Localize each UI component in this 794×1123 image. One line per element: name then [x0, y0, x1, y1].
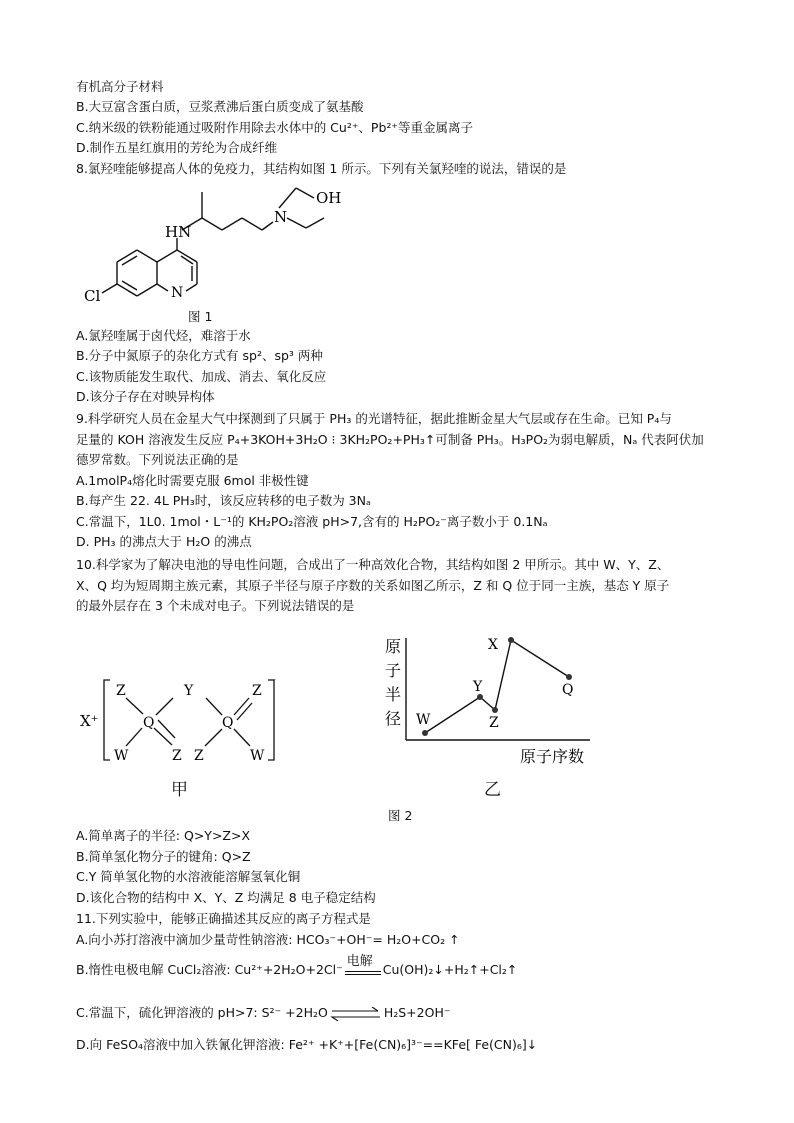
oh-label: OH: [316, 189, 342, 207]
question-9-stem-1: 9.科学研究人员在金星大气中探测到了只属于 PH₃ 的光谱特征，据此推断金星大气层或存在生命。已知 P₄与: [76, 411, 672, 426]
amine-n-label: N: [274, 208, 288, 226]
question-10-stem-1: 10.科学家为了解决电池的导电性问题，合成出了一种高效化合物，其结构如图 2 甲所示。其中 W、Y、Z、: [76, 557, 670, 572]
option-11c: [76, 1004, 450, 1022]
option-9a: A.1molP₄熔化时需要克服 6mol 非极性键: [76, 473, 309, 488]
label-x: X: [488, 637, 498, 653]
figure-2-jia-structure: [76, 672, 286, 768]
option-11a: A.向小苏打溶液中滴加少量苛性钠溶液: HCO₃⁻+OH⁻= H₂O+CO₂ ↑: [76, 932, 460, 947]
label-q: Q: [562, 682, 574, 698]
label-w: W: [416, 712, 431, 728]
option-10b: B.简单氢化物分子的键角: Q>Z: [76, 849, 251, 864]
figure-2-jia-caption: 甲: [171, 780, 188, 800]
ylabel-char-1: 原: [385, 637, 402, 656]
option-c-iron: C.纳米级的铁粉能通过吸附作用除去水体中的 Cu²⁺、Pb²⁺等重金属离子: [76, 120, 474, 135]
figure-1-caption: 图 1: [188, 309, 213, 324]
cl-label: Cl: [84, 287, 101, 305]
hn-label: HN: [165, 223, 192, 241]
point-q: [566, 674, 572, 680]
electrolysis-arrow: [343, 954, 383, 979]
jia-atom-z1: Z: [116, 683, 126, 699]
option-11b-left: B.惰性电极电解 CuCl₂溶液: Cu²⁺+2H₂O+2Cl⁻: [76, 962, 343, 977]
option-10c: C.Y 简单氢化物的水溶液能溶解氢氧化铜: [76, 869, 301, 884]
question-11-stem: 11.下列实验中，能够正确描述其反应的离子方程式是: [76, 911, 371, 926]
option-b-soy: B.大豆富含蛋白质，豆浆煮沸后蛋白质变成了氨基酸: [76, 99, 364, 114]
ylabel-char-3: 半: [385, 685, 402, 704]
jia-atom-z4: Z: [194, 748, 204, 764]
option-9c: C.常温下，1L0. 1mol・L⁻¹的 KH₂PO₂溶液 pH>7,含有的 H₂PO₂⁻离子数小于 0.1Nₐ: [76, 514, 548, 529]
option-9b: B.每产生 22. 4L PH₃时，该反应转移的电子数为 3Nₐ: [76, 493, 371, 508]
jia-atom-w2: W: [250, 748, 265, 764]
option-11b-right: Cu(OH)₂↓+H₂↑+Cl₂↑: [382, 962, 518, 977]
option-d-flag: D.制作五星红旗用的芳纶为合成纤维: [76, 140, 278, 155]
option-11c-right: H₂S+2OH⁻: [383, 1005, 451, 1020]
jia-atom-z2: Z: [252, 683, 262, 699]
point-x: [508, 637, 514, 643]
option-11b: [76, 954, 518, 979]
option-10a: A.简单离子的半径: Q>Y>Z>X: [76, 828, 251, 843]
ring-n-label: N: [171, 285, 184, 301]
point-z: [492, 707, 498, 713]
equilibrium-arrow-icon: [330, 1007, 382, 1021]
figure-2-yi-plot: [380, 628, 600, 776]
figure-2-caption: 图 2: [388, 808, 413, 823]
figure-1-structure: [82, 180, 372, 310]
question-9-stem-2: 足量的 KOH 溶液发生反应 P₄+3KOH+3H₂O ⁝ 3KH₂PO₂+PH₃↑可制备 PH₃。H₃PO₂为弱电解质，Nₐ 代表阿伏加: [76, 432, 704, 447]
text-line-materials: 有机高分子材料: [76, 79, 164, 94]
jia-atom-w1: W: [114, 748, 129, 764]
anion-charge: ⁻: [270, 675, 277, 689]
jia-atom-q2: Q: [222, 715, 234, 731]
question-10-stem-3: 的最外层存在 3 个未成对电子。下列说法错误的是: [76, 598, 355, 613]
option-11d: D.向 FeSO₄溶液中加入铁氰化钾溶液: Fe²⁺ +K⁺+[Fe(CN)₆]³⁻==KFe[ Fe(CN)₆]↓: [76, 1037, 538, 1052]
label-z: Z: [489, 715, 499, 731]
point-w: [422, 730, 428, 736]
option-8b: B.分子中氮原子的杂化方式有 sp²、sp³ 两种: [76, 348, 323, 363]
question-10-stem-2: X、Q 均为短周期主族元素，其原子半径与原子序数的关系如图乙所示，Z 和 Q 位于同一主族，基态 Y 原子: [76, 578, 670, 593]
figure-2-yi-caption: 乙: [484, 780, 501, 800]
question-8-stem: 8.氯羟喹能够提高人体的免疫力，其结构如图 1 所示。下列有关氯羟喹的说法，错误的是: [76, 161, 567, 176]
option-8c: C.该物质能发生取代、加成、消去、氧化反应: [76, 369, 327, 384]
option-8d: D.该分子存在对映异构体: [76, 389, 215, 404]
label-y: Y: [473, 679, 483, 695]
question-9-stem-3: 德罗常数。下列说法正确的是: [76, 452, 239, 467]
electrolysis-label: 电解: [346, 954, 373, 969]
option-11c-left: C.常温下，硫化钾溶液的 pH>7: S²⁻ +2H₂O: [76, 1005, 328, 1020]
electrolysis-bar: [345, 971, 381, 975]
option-10d: D.该化合物的结构中 X、Y、Z 均满足 8 电子稳定结构: [76, 890, 376, 905]
ylabel-char-4: 径: [385, 709, 402, 728]
cation-label: X⁺: [80, 712, 99, 730]
jia-atom-y: Y: [184, 683, 194, 699]
xlabel: 原子序数: [520, 747, 585, 766]
option-8a: A.氯羟喹属于卤代烃，难溶于水: [76, 328, 251, 343]
jia-atom-q1: Q: [143, 715, 155, 731]
jia-atom-z3: Z: [172, 748, 182, 764]
ylabel-char-2: 子: [385, 661, 402, 680]
option-9d: D. PH₃ 的沸点大于 H₂O 的沸点: [76, 534, 252, 549]
